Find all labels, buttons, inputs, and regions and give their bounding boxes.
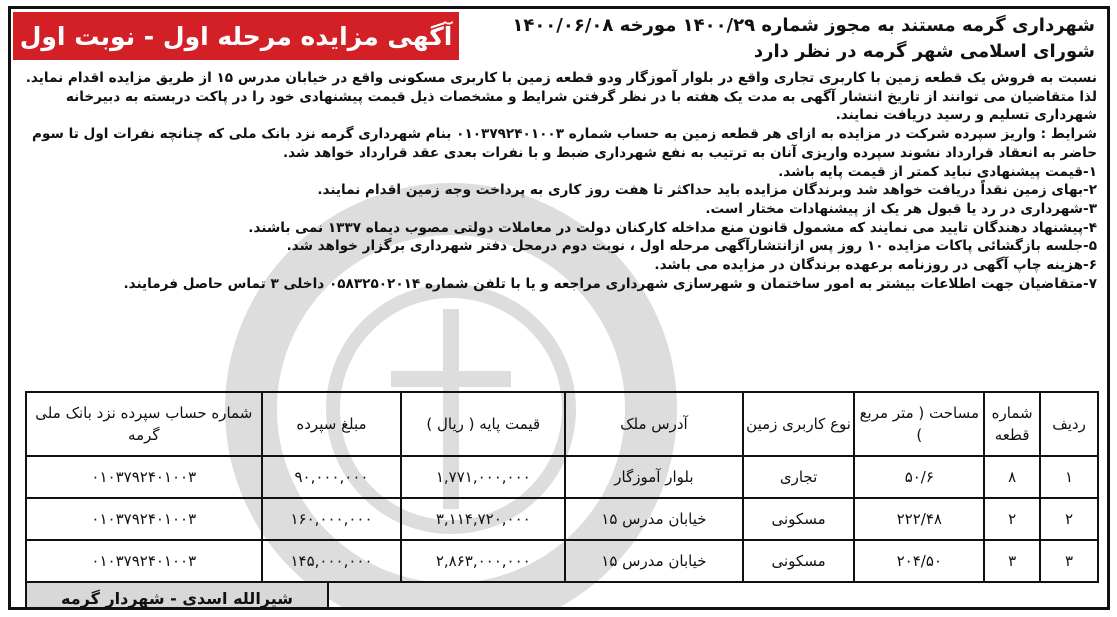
announcement-body (17, 69, 1097, 293)
issuer-line-permit: شهرداری گرمه مستند به مجوز شماره ۱۴۰۰/۲۹ مورخه ۱۴۰۰/۰۶/۰۸ (512, 15, 1095, 36)
header-address: آدرس ملک (565, 392, 743, 456)
cell-land-use: تجاری (743, 456, 855, 498)
cell-address: بلوار آموزگار (565, 456, 743, 498)
condition-item: ۶-هزینه چاپ آگهی در روزنامه برعهده برندگان در مزایده می باشد. (654, 257, 1097, 274)
cell-parcel-number: ۳ (984, 540, 1040, 582)
mayor-signature: شیرالله اسدی - شهردار گرمه (25, 581, 329, 610)
cell-deposit: ۱۶۰,۰۰۰,۰۰۰ (262, 498, 402, 540)
cell-parcel-number: ۸ (984, 456, 1040, 498)
header-account-number: شماره حساب سپرده نزد بانک ملی گرمه (26, 392, 262, 456)
table-row (26, 456, 1098, 498)
advertisement-frame (8, 6, 1110, 610)
condition-item: ۱-قیمت پیشنهادی نباید کمتر از قیمت پایه باشد. (778, 163, 1097, 180)
header-base-price: قیمت پایه ( ریال ) (401, 392, 565, 456)
parcels-table (25, 391, 1099, 583)
cell-row-number: ۱ (1040, 456, 1098, 498)
header-land-use: نوع کاربری زمین (743, 392, 855, 456)
intro-paragraph: نسبت به فروش یک قطعه زمین با کاربری تجاری واقع در بلوار آموزگار ودو قطعه زمین با کاربری مسکونی واقع در خیابان مدرس ۱۵ از طریق مزایده اقدام نماید. لذا متقاضیان می توانند از تاریخ انتشار آگهی به مدت یک هفته با در نظر گرفتن شرایط و مشخصات ذیل قیمت پیشنهادی خود را در پاکت دربسته به دبیرخانه شهرداری تسلیم و رسید دریافت نمایند. (25, 70, 1097, 124)
table-header-row (26, 392, 1098, 456)
cell-area: ۲۰۴/۵۰ (854, 540, 984, 582)
cell-address: خیابان مدرس ۱۵ (565, 498, 743, 540)
cell-area: ۵۰/۶ (854, 456, 984, 498)
header-area: مساحت ( متر مربع ) (854, 392, 984, 456)
issuer-line-council: شورای اسلامی شهر گرمه در نظر دارد (753, 41, 1095, 62)
cell-account-number: ۰۱۰۳۷۹۲۴۰۱۰۰۳ (26, 498, 262, 540)
cell-parcel-number: ۲ (984, 498, 1040, 540)
header (17, 15, 1099, 65)
cell-row-number: ۲ (1040, 498, 1098, 540)
cell-address: خیابان مدرس ۱۵ (565, 540, 743, 582)
cell-area: ۲۲۲/۴۸ (854, 498, 984, 540)
header-parcel-number: شماره قطعه (984, 392, 1040, 456)
cell-account-number: ۰۱۰۳۷۹۲۴۰۱۰۰۳ (26, 540, 262, 582)
cell-land-use: مسکونی (743, 498, 855, 540)
table-row (26, 498, 1098, 540)
condition-item: ۳-شهرداری در رد یا قبول هر یک از پیشنهادات مختار است. (705, 200, 1097, 217)
cell-row-number: ۳ (1040, 540, 1098, 582)
condition-item: ۷-متقاضیان جهت اطلاعات بیشتر به امور ساختمان و شهرسازی شهرداری مراجعه و یا با تلفن شماره ۰۵۸۳۲۵۰۲۰۱۴ داخلی ۳ تماس حاصل فرمایند. (123, 275, 1097, 292)
cell-base-price: ۱,۷۷۱,۰۰۰,۰۰۰ (401, 456, 565, 498)
table-row (26, 540, 1098, 582)
auction-banner-title: آگهی مزایده مرحله اول - نوبت اول (13, 12, 459, 60)
condition-item: ۲-بهای زمین نقداً دریافت خواهد شد وبرندگان مزایده باید حداکثر تا هفت روز کاری به پرداخت وجه زمین اقدام نمایند. (317, 182, 1097, 199)
cell-land-use: مسکونی (743, 540, 855, 582)
cell-account-number: ۰۱۰۳۷۹۲۴۰۱۰۰۳ (26, 456, 262, 498)
condition-item: ۵-جلسه بازگشائی پاکات مزایده ۱۰ روز پس ازانتشارآگهی مرحله اول ، نوبت دوم درمحل دفتر شهرداری برگزار خواهد شد. (286, 238, 1097, 255)
cell-deposit: ۹۰,۰۰۰,۰۰۰ (262, 456, 402, 498)
cell-base-price: ۳,۱۱۴,۷۲۰,۰۰۰ (401, 498, 565, 540)
cell-deposit: ۱۴۵,۰۰۰,۰۰۰ (262, 540, 402, 582)
cell-base-price: ۲,۸۶۳,۰۰۰,۰۰۰ (401, 540, 565, 582)
header-deposit: مبلغ سپرده (262, 392, 402, 456)
condition-item: ۴-پیشنهاد دهندگان تایید می نمایند که مشمول قانون منع مداخله کارکنان دولت در معاملات دولتی مصوب دیماه ۱۳۳۷ نمی باشند. (248, 219, 1097, 236)
header-row-number: ردیف (1040, 392, 1098, 456)
conditions-paragraph: شرایط : واریز سپرده شرکت در مزایده به ازای هر قطعه زمین به حساب شماره ۰۱۰۳۷۹۲۴۰۱۰۰۳ بنام شهرداری گرمه نزد بانک ملی که چنانچه نفرات اول تا سوم حاضر به انعقاد قرارداد نشوند سپرده واریزی آنان به ترتیب به نفع شهرداری ضبط و با نفرات بعدی عقد قرارداد خواهد شد. (32, 126, 1097, 161)
